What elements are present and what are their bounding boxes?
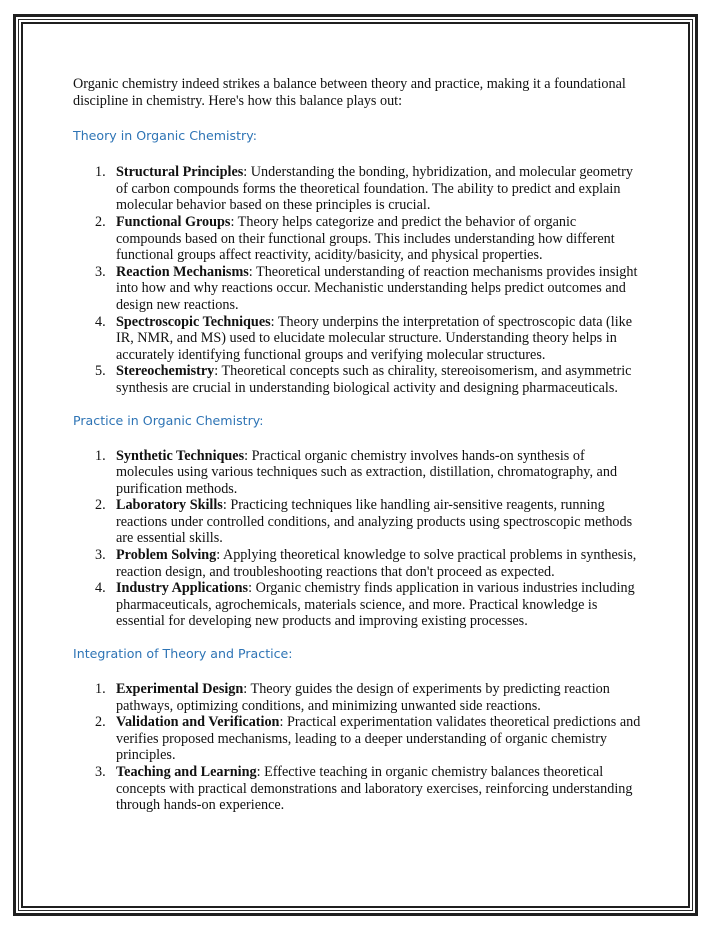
- intro-paragraph: Organic chemistry indeed strikes a balance between theory and practice, making it a foundational discipline in chemistry. Here's how this balance plays out:: [73, 76, 626, 109]
- list-item: [73, 547, 645, 580]
- item-term: Functional Groups: [116, 213, 231, 230]
- item-text: : Organic chemistry finds application in various industries including pharmaceuticals, agrochemicals, materials science, and more. Practical knowledge is essential for developing new products and improving existing processes.: [116, 580, 635, 630]
- item-text: : Theory helps categorize and predict the behavior of organic compounds based on their functional groups. This includes understanding how different functional groups affect reactivity, acidity/basicity, and physical properties.: [116, 213, 615, 264]
- list-item: [73, 764, 645, 814]
- item-term: Structural Principles: [116, 164, 244, 181]
- item-term: Problem Solving: [116, 547, 217, 564]
- item-term: Reaction Mechanisms: [116, 263, 249, 280]
- item-text: : Theoretical concepts such as chirality, stereoisomerism, and asymmetric synthesis are crucial in understanding biological activity and designing pharmaceuticals.: [116, 363, 632, 396]
- list-item: [73, 214, 645, 264]
- item-number: 5.: [95, 363, 106, 380]
- item-text: : Theoretical understanding of reaction mechanisms provides insight into how and why reactions occur. Mechanistic understanding helps predict outcomes and design new reactions.: [116, 263, 638, 313]
- item-text: : Effective teaching in organic chemistry balances theoretical concepts with practical demonstrations and laboratory exercises, reinforcing understanding through hands-on experience.: [116, 764, 633, 814]
- list-item: [73, 314, 645, 364]
- item-term: Experimental Design: [116, 681, 244, 698]
- item-number: 2.: [95, 213, 106, 230]
- list-item: [73, 681, 645, 714]
- item-term: Spectroscopic Techniques: [116, 313, 271, 330]
- item-text: : Applying theoretical knowledge to solve practical problems in synthesis, reaction design, and troubleshooting reactions that don't proceed as expected.: [116, 547, 637, 580]
- list-item: [73, 363, 645, 396]
- item-text: : Practical organic chemistry involves hands-on synthesis of molecules using various techniques such as extraction, distillation, chromatography, and purification methods.: [116, 447, 618, 497]
- list-item: [73, 164, 645, 214]
- section-heading-practice: Practice in Organic Chemistry:: [73, 412, 264, 428]
- item-term: Stereochemistry: [116, 363, 215, 380]
- theory-list: [73, 164, 645, 396]
- item-term: Validation and Verification: [116, 714, 280, 731]
- practice-list: [73, 448, 645, 631]
- list-item: [73, 714, 645, 764]
- item-term: Laboratory Skills: [116, 497, 223, 514]
- document-body: [73, 76, 645, 814]
- item-number: 2.: [95, 497, 106, 514]
- item-number: 1.: [95, 164, 106, 181]
- item-text: : Practicing techniques like handling air-sensitive reagents, running reactions under controlled conditions, and analyzing products using spectroscopic methods are essential skills.: [116, 497, 633, 547]
- item-text: : Understanding the bonding, hybridization, and molecular geometry of carbon compounds forms the theoretical foundation. The ability to predict and explain molecular behavior based on these principles is crucial.: [116, 164, 633, 214]
- section-heading-theory: Theory in Organic Chemistry:: [73, 128, 257, 144]
- item-number: 2.: [95, 714, 106, 731]
- item-text: : Theory underpins the interpretation of spectroscopic data (like IR, NMR, and MS) used to elucidate molecular structure. Understanding theory helps in accurately identifying functional groups and verifying molecular structures.: [116, 313, 633, 363]
- list-item: [73, 448, 645, 498]
- item-number: 4.: [95, 313, 106, 330]
- item-number: 4.: [95, 580, 106, 597]
- item-number: 3.: [95, 764, 106, 780]
- item-number: 1.: [95, 681, 106, 698]
- integration-list: [73, 681, 645, 814]
- item-term: Synthetic Techniques: [116, 447, 245, 464]
- item-number: 3.: [95, 547, 106, 564]
- list-item: [73, 264, 645, 314]
- list-item: [73, 497, 645, 547]
- item-text: : Theory guides the design of experiments by predicting reaction pathways, optimizing conditions, and minimizing unwanted side reactions.: [116, 681, 610, 714]
- item-text: : Practical experimentation validates theoretical predictions and verifies proposed mechanisms, leading to a deeper understanding of organic chemistry principles.: [116, 714, 641, 764]
- item-number: 1.: [95, 447, 106, 464]
- item-number: 3.: [95, 263, 106, 280]
- item-term: Industry Applications: [116, 580, 249, 597]
- section-heading-integration: Integration of Theory and Practice:: [73, 646, 293, 662]
- list-item: [73, 580, 645, 630]
- item-term: Teaching and Learning: [116, 764, 257, 780]
